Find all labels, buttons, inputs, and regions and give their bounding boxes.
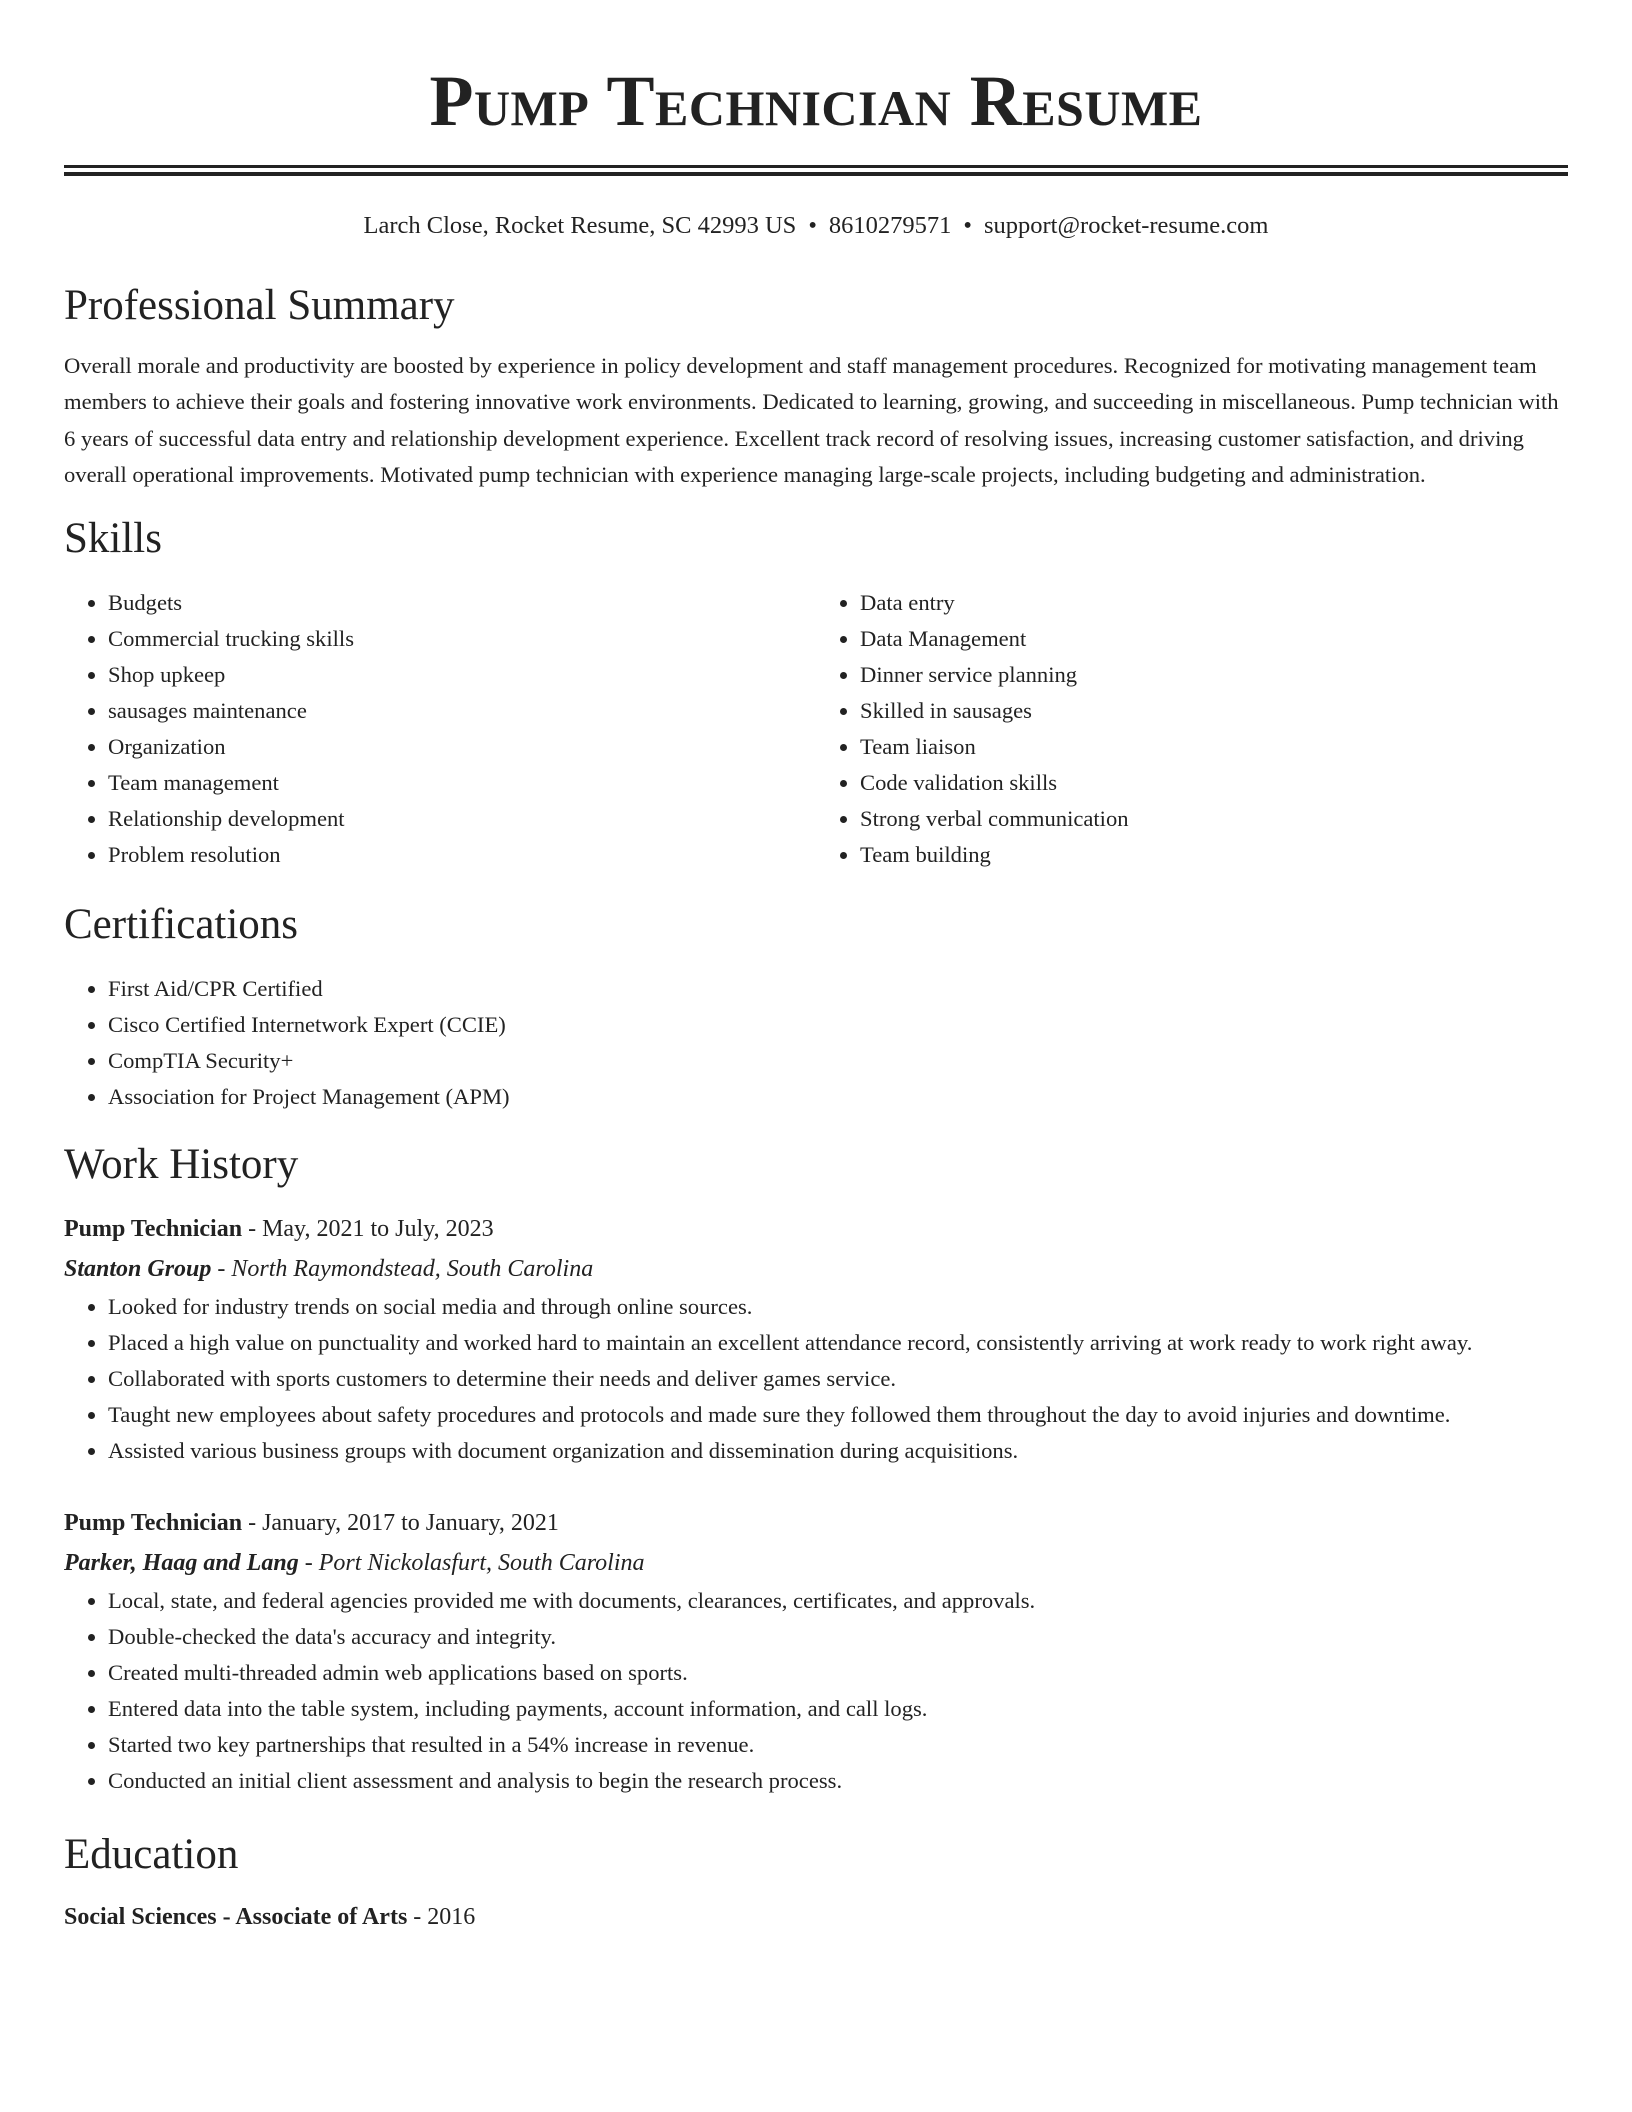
job-company: Stanton Group xyxy=(64,1256,212,1283)
skill-item: • Code validation skills xyxy=(860,765,1568,801)
skill-item: • Shop upkeep xyxy=(108,657,816,693)
skill-item: • sausages maintenance xyxy=(108,693,816,729)
certification-item: • First Aid/CPR Certified xyxy=(108,971,1568,1007)
contact-address: Larch Close, Rocket Resume, SC 42993 US xyxy=(363,212,797,239)
job-duty: • Double-checked the data's accuracy and integrity. xyxy=(108,1619,1568,1655)
skills-list-right xyxy=(816,585,1568,873)
job-dates: January, 2017 to January, 2021 xyxy=(262,1510,559,1537)
skill-item: • Budgets xyxy=(108,585,816,621)
skill-item: • Team liaison xyxy=(860,729,1568,765)
job-role: Pump Technician xyxy=(64,1510,243,1537)
contact-separator: • xyxy=(963,212,972,239)
job-duties xyxy=(64,1289,1568,1469)
work-history-heading: Work History xyxy=(64,1141,299,1189)
resume-title: Pump Technician Resume xyxy=(429,61,1203,141)
job-duty: • Entered data into the table system, including payments, account information, and call logs. xyxy=(108,1691,1568,1727)
job-duty: • Assisted various business groups with document organization and dissemination during acquisitions. xyxy=(108,1433,1568,1469)
job-location: North Raymondstead, South Carolina xyxy=(231,1256,594,1283)
job-duties xyxy=(64,1583,1568,1799)
skill-item: • Skilled in sausages xyxy=(860,693,1568,729)
certifications-list xyxy=(64,971,1568,1115)
skills-list-left xyxy=(64,585,816,873)
job-duty: • Collaborated with sports customers to determine their needs and deliver games service. xyxy=(108,1361,1568,1397)
skill-item: • Dinner service planning xyxy=(860,657,1568,693)
education-year: 2016 xyxy=(427,1904,476,1931)
job-header: Pump Technician - May, 2021 to July, 2023 xyxy=(64,1216,494,1243)
job-employer: Parker, Haag and Lang - Port Nickolasfurt, South Carolina xyxy=(64,1550,645,1577)
job-duty: • Created multi-threaded admin web applications based on sports. xyxy=(108,1655,1568,1691)
contact-line xyxy=(64,210,1568,242)
job-duty: • Conducted an initial client assessment and analysis to begin the research process. xyxy=(108,1763,1568,1799)
skill-item: • Data Management xyxy=(860,621,1568,657)
contact-separator: • xyxy=(808,212,817,239)
job-employer: Stanton Group - North Raymondstead, South Carolina xyxy=(64,1256,594,1283)
job-duty: • Started two key partnerships that resulted in a 54% increase in revenue. xyxy=(108,1727,1568,1763)
certification-item: • Cisco Certified Internetwork Expert (CCIE) xyxy=(108,1007,1568,1043)
job-duty: • Taught new employees about safety procedures and protocols and made sure they followed them throughout the day to avoid injuries and downtime. xyxy=(108,1397,1568,1433)
skill-item: • Commercial trucking skills xyxy=(108,621,816,657)
education-entry: Social Sciences - Associate of Arts - 2016 xyxy=(64,1904,476,1931)
education-degree: Social Sciences - Associate of Arts xyxy=(64,1904,408,1931)
certifications-heading: Certifications xyxy=(64,901,299,949)
job-company: Parker, Haag and Lang xyxy=(64,1550,299,1577)
job-dates: May, 2021 to July, 2023 xyxy=(262,1216,494,1243)
job-duty: • Looked for industry trends on social media and through online sources. xyxy=(108,1289,1568,1325)
job-duty: • Placed a high value on punctuality and worked hard to maintain an excellent attendance record, consistently arriving at work ready to work right away. xyxy=(108,1325,1568,1361)
summary-text: Overall morale and productivity are boosted by experience in policy development and staff management procedures. Recognized for motivating management team members to achieve their goals and fostering innovative work environments. Dedicated to learning, growing, and succeeding in miscellaneous. Pump technician with 6 years of successful data entry and relationship development experience. Excellent track record of resolving issues, increasing customer satisfaction, and driving overall operational improvements. Motivated pump technician with experience managing large-scale projects, including budgeting and administration. xyxy=(64,353,1559,487)
skill-item: • Organization xyxy=(108,729,816,765)
skill-item: • Problem resolution xyxy=(108,837,816,873)
job-duty: • Local, state, and federal agencies provided me with documents, clearances, certificates, and approvals. xyxy=(108,1583,1568,1619)
contact-email: support@rocket-resume.com xyxy=(983,212,1269,239)
certification-item: • CompTIA Security+ xyxy=(108,1043,1568,1079)
skills-heading: Skills xyxy=(64,515,162,563)
title-divider xyxy=(64,165,1568,176)
skill-item: • Strong verbal communication xyxy=(860,801,1568,837)
job-role: Pump Technician xyxy=(64,1216,243,1243)
job-location: Port Nickolasfurt, South Carolina xyxy=(318,1550,645,1577)
skill-item: • Data entry xyxy=(860,585,1568,621)
job-entry xyxy=(64,1503,1568,1799)
skill-item: • Team management xyxy=(108,765,816,801)
skill-item: • Relationship development xyxy=(108,801,816,837)
job-header: Pump Technician - January, 2017 to January, 2021 xyxy=(64,1510,559,1537)
skills-columns xyxy=(64,585,1568,873)
summary-heading: Professional Summary xyxy=(64,282,455,329)
education-heading: Education xyxy=(64,1831,239,1879)
contact-phone: 8610279571 xyxy=(828,212,952,239)
job-entry xyxy=(64,1209,1568,1469)
skill-item: • Team building xyxy=(860,837,1568,873)
certification-item: • Association for Project Management (APM) xyxy=(108,1079,1568,1115)
